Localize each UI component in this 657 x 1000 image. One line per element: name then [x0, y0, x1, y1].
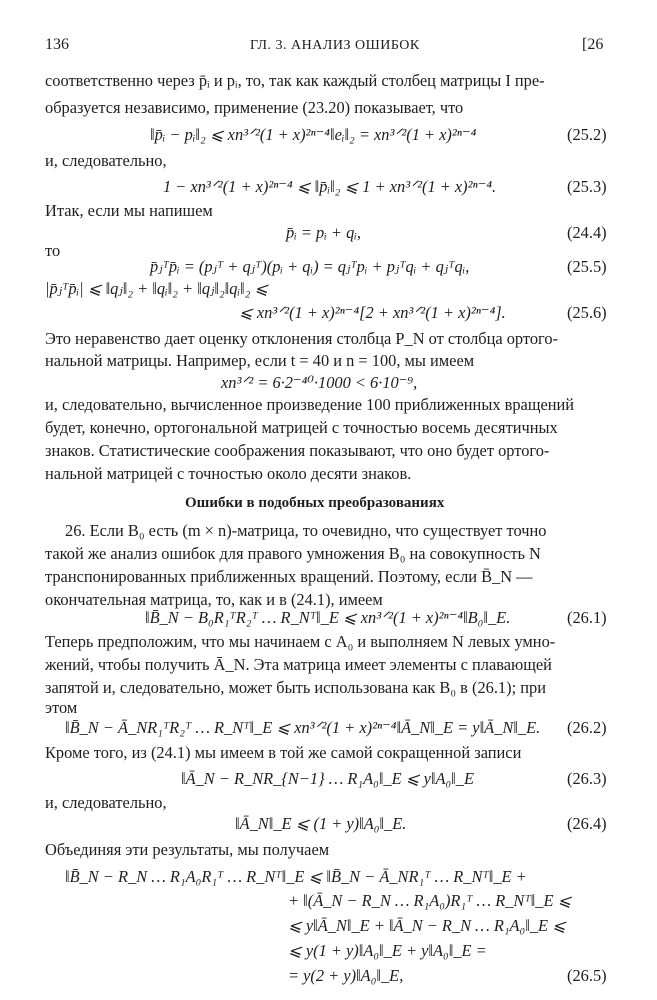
- text-line: нальной матрицы. Например, если t = 40 и n = 100, мы имеем: [45, 351, 475, 370]
- text-line: запятой и, следовательно, может быть использована как B₀ в (26.1); при: [45, 678, 546, 697]
- equation-number: (26.4): [567, 814, 607, 833]
- equation-number: (24.4): [567, 223, 607, 242]
- text-line: Объединяя эти результаты, мы получаем: [45, 840, 330, 859]
- equation-26-5-line4: ⩽ y(1 + y)‖A₀‖_E + y‖A₀‖_E =: [288, 941, 487, 960]
- equation-26-5-line5: = y(2 + y)‖A₀‖_E,: [288, 966, 404, 985]
- text-line: и, следовательно,: [45, 151, 167, 170]
- equation-25-5: p̄ⱼᵀp̄ᵢ = (pⱼᵀ + qⱼᵀ)(pᵢ + qᵢ) = qⱼᵀpᵢ + pⱼᵀqᵢ + qⱼᵀqᵢ,: [150, 257, 470, 276]
- text-line: образуется независимо, применение (23.20) показывает, что: [45, 98, 464, 117]
- equation-26-5-line1: ‖B̄_N − R_N … R₁A₀R₁ᵀ … R_Nᵀ‖_E ⩽ ‖B̄_N − Ā_NR₁ᵀ … R_Nᵀ‖_E +: [65, 867, 527, 886]
- text-line: и, следовательно, вычисленное произведение 100 приближенных вращений: [45, 395, 575, 414]
- equation-26-3: ‖Ā_N − R_NR_{N−1} … R₁A₀‖_E ⩽ y‖A₀‖_E: [181, 769, 474, 788]
- text-line: Это неравенство дает оценку отклонения столбца P_N от столбца ортого-: [45, 329, 559, 348]
- text-line: транспонированных приближенных вращений. Поэтому, если B̄_N —: [45, 567, 533, 586]
- text-line: жений, чтобы получить Ā_N. Эта матрица имеет элементы с плавающей: [45, 655, 552, 674]
- text-line: знаков. Статистические соображения показывают, что оно будет ортого-: [45, 441, 550, 460]
- equation-26-5-line2: + ‖(Ā_N − R_N … R₁A₀)R₁ᵀ … R_Nᵀ‖_E ⩽: [288, 891, 572, 910]
- running-title: ГЛ. 3. АНАЛИЗ ОШИБОК: [250, 38, 420, 53]
- equation-25-6-first: |p̄ⱼᵀp̄ᵢ| ⩽ ‖qⱼ‖₂ + ‖qᵢ‖₂ + ‖qⱼ‖₂‖qᵢ‖₂ ⩽: [45, 279, 269, 298]
- text-line: Теперь предположим, что мы начинаем с A₀ и выполняем N левых умно-: [45, 632, 556, 651]
- text-line: окончательная матрица, то, как и в (24.1), имеем: [45, 590, 383, 609]
- equation-25-3: 1 − xn³ᐟ²(1 + x)²ⁿ⁻⁴ ⩽ ‖p̄ᵢ‖₂ ⩽ 1 + xn³ᐟ²(1 + x)²ⁿ⁻⁴.: [163, 177, 497, 196]
- section-marker: [26: [582, 36, 604, 53]
- page-number: 136: [45, 36, 69, 53]
- equation-number: (26.1): [567, 608, 607, 627]
- section-heading: Ошибки в подобных преобразованиях: [185, 495, 445, 511]
- equation-number: (26.2): [567, 718, 607, 737]
- equation-number: (26.3): [567, 769, 607, 788]
- text-line: такой же анализ ошибок для правого умножения B₀ на совокупность N: [45, 544, 541, 563]
- equation-26-5-line3: ⩽ y‖Ā_N‖_E + ‖Ā_N − R_N … R₁A₀‖_E ⩽: [288, 916, 566, 935]
- equation-26-1: ‖B̄_N − B₀R₁ᵀR₂ᵀ … R_Nᵀ‖_E ⩽ xn³ᐟ²(1 + x)²ⁿ⁻⁴‖B₀‖_E.: [145, 608, 511, 627]
- text-line: Кроме того, из (24.1) мы имеем в той же самой сокращенной записи: [45, 743, 522, 762]
- text-line: и, следовательно,: [45, 793, 167, 812]
- equation-number: (25.6): [567, 303, 607, 322]
- equation-numeric: xn³ᐟ² = 6·2⁻⁴⁰·1000 < 6·10⁻⁹,: [221, 373, 418, 392]
- text-line: будет, конечно, ортогональной матрицей с точностью восемь десятичных: [45, 418, 558, 437]
- equation-number: (25.5): [567, 257, 607, 276]
- text-line: Итак, если мы напишем: [45, 201, 213, 220]
- equation-25-6: ⩽ xn³ᐟ²(1 + x)²ⁿ⁻⁴[2 + xn³ᐟ²(1 + x)²ⁿ⁻⁴].: [239, 303, 506, 322]
- text-line: то: [45, 241, 61, 260]
- equation-number: (25.2): [567, 125, 607, 144]
- equation-number: (26.5): [567, 966, 607, 985]
- equation-26-4: ‖Ā_N‖_E ⩽ (1 + y)‖A₀‖_E.: [235, 814, 407, 833]
- text-line: соответственно через p̄ᵢ и pᵢ, то, так как каждый столбец матрицы I пре-: [45, 71, 545, 90]
- text-line: нальной матрицей с точностью около десяти знаков.: [45, 464, 412, 483]
- text-line: этом: [45, 698, 78, 717]
- equation-25-2: ‖p̄ᵢ − pᵢ‖₂ ⩽ xn³ᐟ²(1 + x)²ⁿ⁻⁴‖eᵢ‖₂ = xn³ᐟ²(1 + x)²ⁿ⁻⁴: [150, 125, 477, 144]
- text-line: 26. Если B₀ есть (m × n)-матрица, то очевидно, что существует точно: [65, 521, 547, 540]
- equation-24-4: p̄ᵢ = pᵢ + qᵢ,: [286, 223, 361, 242]
- equation-number: (25.3): [567, 177, 607, 196]
- equation-26-2: ‖B̄_N − Ā_NR₁ᵀR₂ᵀ … R_Nᵀ‖_E ⩽ xn³ᐟ²(1 + x)²ⁿ⁻⁴‖Ā_N‖_E = y‖Ā_N‖_E.: [65, 718, 541, 737]
